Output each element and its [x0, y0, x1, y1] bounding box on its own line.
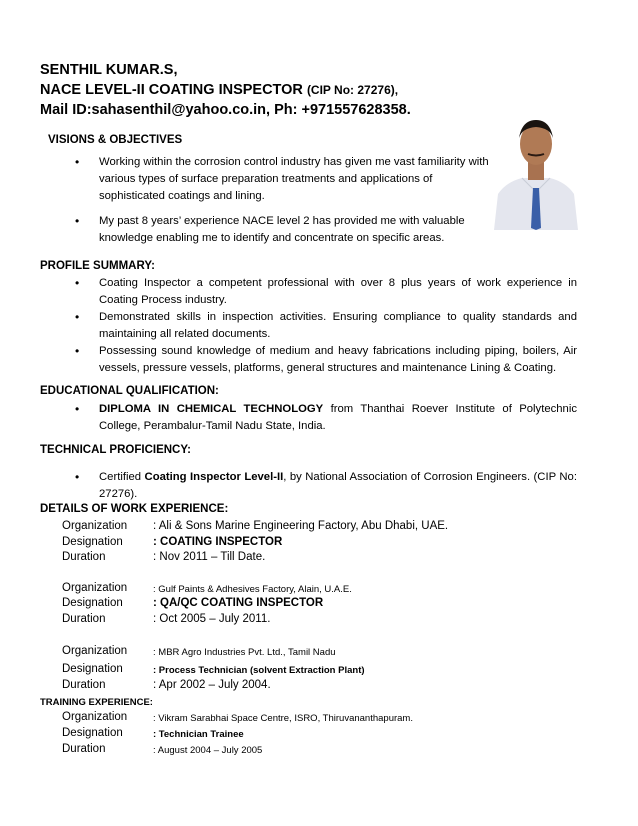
job-title — [40, 80, 411, 100]
title-cip: (CIP No: 27276), — [306, 83, 399, 97]
technical-heading: TECHNICAL PROFICIENCY: — [40, 444, 191, 456]
bullet-icon: • — [75, 276, 80, 290]
profile-list — [75, 275, 577, 377]
list-item: • Working within the corrosion control industry has given me vast familiarity with various types of surface preparation treatments and applications of sophisticated coatings and lining. — [75, 155, 489, 202]
visions-heading: VISIONS & OBJECTIVES — [48, 134, 183, 146]
work-heading: DETAILS OF WORK EXPERIENCE: — [40, 503, 229, 515]
training-heading: TRAINING EXPERIENCE: — [40, 697, 153, 708]
list-item: • Possessing sound knowledge of medium and heavy fabrications including piping, boilers, Air vessels, pressure vessels, platforms, general structures and maintenance Lining & Coating. — [75, 344, 577, 374]
profile-heading: PROFILE SUMMARY: — [40, 260, 155, 272]
list-item: • DIPLOMA IN CHEMICAL TECHNOLOGY from Thanthai Roever Institute of Polytechnic College, Perambalur-Tamil Nadu State, India. — [75, 402, 577, 432]
certification: Coating Inspector Level-II — [144, 471, 284, 483]
bullet-icon: • — [75, 470, 80, 484]
bullet-icon: • — [75, 402, 80, 416]
bullet-icon: • — [75, 344, 80, 358]
bullet-icon: • — [75, 214, 80, 228]
bullet-icon: • — [75, 155, 80, 169]
list-item: • Coating Inspector a competent professional with over 8 plus years of work experience in Coating Process industry. — [75, 276, 577, 306]
list-item: • My past 8 years’ experience NACE level 2 has provided me with valuable knowledge enabling me to identify and concentrate on specific areas. — [75, 214, 465, 244]
bullet-icon: • — [75, 310, 80, 324]
candidate-name: SENTHIL KUMAR.S, — [40, 62, 178, 78]
visions-list — [75, 154, 490, 247]
contact-line: Mail ID:sahasenthil@yahoo.co.in, Ph: +971557628358. — [40, 102, 411, 118]
title-main: NACE LEVEL-II COATING INSPECTOR — [40, 82, 303, 98]
list-item: • Demonstrated skills in inspection activities. Ensuring compliance to quality standards and maintaining all related documents. — [75, 310, 577, 340]
degree-name: DIPLOMA IN CHEMICAL TECHNOLOGY — [99, 403, 324, 415]
technical-list — [75, 469, 577, 503]
profile-photo — [492, 108, 580, 230]
education-heading: EDUCATIONAL QUALIFICATION: — [40, 385, 219, 397]
list-item: • Certified Coating Inspector Level-II, by National Association of Corrosion Engineers. (CIP No: 27276). — [75, 470, 577, 500]
resume-header — [40, 60, 411, 120]
education-list — [75, 401, 577, 435]
